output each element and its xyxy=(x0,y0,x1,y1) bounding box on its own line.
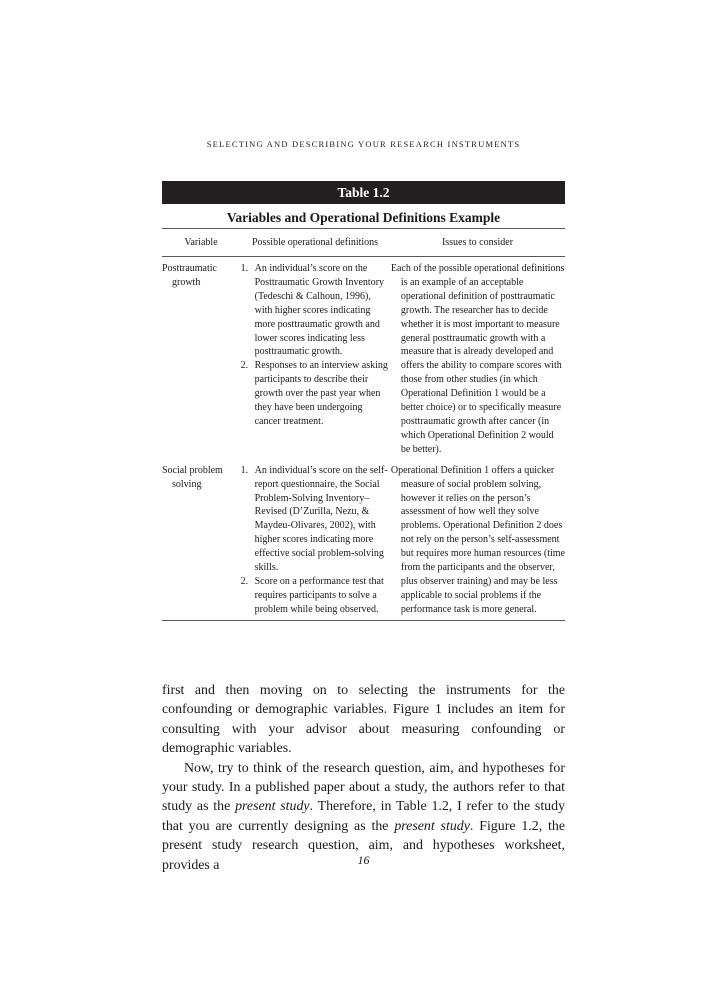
variable-name-line: Social problem xyxy=(162,464,223,476)
issues-text: Each of the possible operational definitions is an example of an acceptable operational definition of posttraumatic growth. The researcher has to decide whether it is most important to measure general posttraumatic growth with a measure that is already developed and offers the ability to compare scores with those from other studies (in which Operational Definition 1 would be a better choice) or to specifically measure posttraumatic growth after cancer (in which Operational Definition 2 would be better). xyxy=(390,263,565,455)
definition-number: 2. xyxy=(240,575,249,587)
variable-name-line: growth xyxy=(172,276,201,288)
definitions-list xyxy=(240,262,389,429)
paragraph-text: . Therefore, in Table 1.2, I refer to the study that you are currently designing as the xyxy=(162,799,566,834)
variable-cell xyxy=(162,262,240,457)
issues-cell xyxy=(389,262,565,457)
header-variable: Variable xyxy=(184,237,218,248)
definition-number: 1. xyxy=(240,263,249,274)
definitions-cell xyxy=(240,262,389,457)
definition-item xyxy=(240,575,389,617)
table-header-row xyxy=(162,229,565,257)
definition-text: An individual’s score on the Posttraumatic Growth Inventory (Tedeschi & Calhoun, 1996), with higher scores indicating more posttraumatic growth and lower scores indicating less posttraumatic growth. xyxy=(254,263,385,358)
header-definitions: Possible operational definitions xyxy=(251,237,379,248)
variable-cell xyxy=(162,464,240,617)
running-head: SELECTING AND DESCRIBING YOUR RESEARCH INSTRUMENTS xyxy=(206,139,521,149)
paragraph: first and then moving on to selecting the instruments for the confounding or demographic variables. Figure 1 includes an item for consulting with your advisor about measuring confounding or demographic variables. xyxy=(162,683,565,757)
table-row xyxy=(162,457,565,617)
definition-number: 2. xyxy=(240,360,249,372)
definition-text: An individual’s score on the self-report questionnaire, the Social Problem-Solving Inventory–Revised (D’Zurilla, Nezu, & Maydeu-Olivares, 2002), with higher scores indicating more effective social problem-solving skills. xyxy=(254,464,388,574)
issues-cell xyxy=(389,464,565,617)
table-title: Variables and Operational Definitions Example xyxy=(162,208,565,229)
emphasis-text: present study xyxy=(394,818,470,834)
definition-text: Score on a performance test that requires participants to solve a problem while being observed. xyxy=(254,575,384,615)
definition-item xyxy=(240,359,389,429)
page-number: 16 xyxy=(357,853,370,867)
table-1-2 xyxy=(162,181,565,621)
definition-number: 1. xyxy=(240,464,249,476)
variable-name-line: solving xyxy=(172,478,202,490)
table-label: Table 1.2 xyxy=(162,181,565,204)
paragraph-text: Now, try to think of the research question, aim, and hypotheses for your study. In a published paper about a study, the authors refer to that study as the xyxy=(162,760,565,815)
table-row xyxy=(162,257,565,457)
header-issues: Issues to consider xyxy=(441,237,514,248)
variable-name-line: Posttraumatic xyxy=(162,263,217,274)
body-text xyxy=(162,681,565,875)
table-bottom-rule xyxy=(162,620,565,621)
emphasis-text: present study xyxy=(235,799,310,815)
definitions-list xyxy=(240,464,389,617)
paragraph-text: . Figure 1.2, the present study research question, aim, and hypotheses worksheet, provides a xyxy=(162,818,566,873)
issues-text: Operational Definition 1 offers a quicker measure of social problem solving, however it relies on the person’s assessment of how well they solve problems. Operational Definition 2 does not rely on the person’s self-assessment but requires more human resources (time from the participants and the observer, plus observer training) and may be less applicable to social problems if the performance task is more general. xyxy=(390,464,565,615)
definitions-cell xyxy=(240,464,389,617)
definition-item xyxy=(240,262,389,359)
definition-item xyxy=(240,464,389,575)
definition-text: Responses to an interview asking participants to describe their growth over the past year when they have been undergoing cancer treatment. xyxy=(254,360,388,427)
